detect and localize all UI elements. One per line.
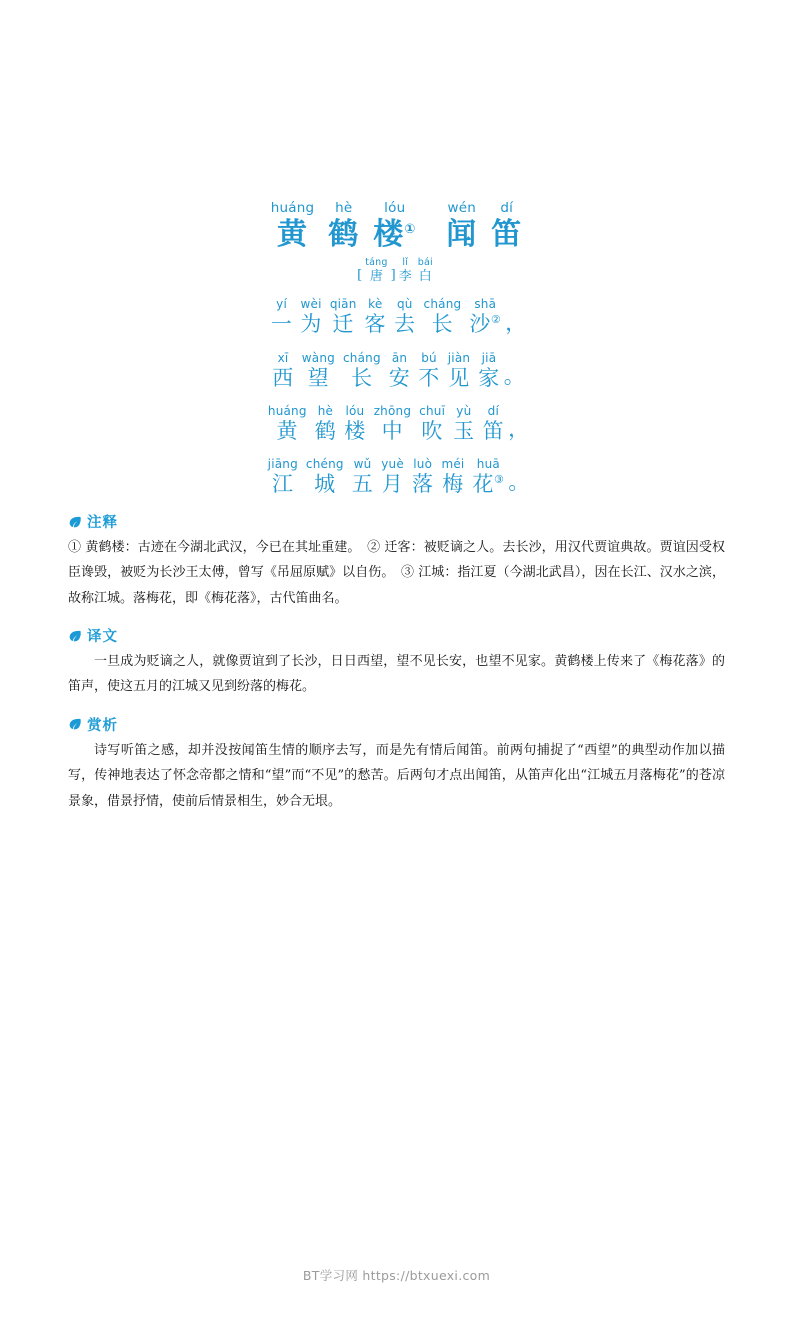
hanzi: 白	[418, 268, 432, 284]
section-yiwen	[68, 625, 725, 700]
pinyin: huā	[476, 456, 500, 471]
author-char-2	[418, 257, 433, 284]
pinyin: yuè	[381, 456, 404, 471]
hanzi: 鹤	[314, 418, 337, 443]
pinyin: ān	[391, 350, 408, 365]
pinyin: kè	[368, 297, 383, 312]
verse-char	[374, 404, 411, 444]
hanzi: 望	[307, 365, 330, 390]
hanzi: 李	[398, 268, 412, 284]
hanzi: 花③	[472, 471, 505, 496]
hanzi: 闻	[446, 216, 478, 252]
pinyin: huáng	[270, 200, 315, 216]
hanzi: 楼①	[373, 216, 417, 252]
verse-char	[419, 404, 445, 444]
hanzi: 长	[351, 365, 373, 390]
verse-char	[272, 351, 294, 391]
hanzi: 去	[394, 312, 416, 337]
verse-char	[448, 351, 470, 391]
pinyin: cháng	[423, 297, 462, 312]
hanzi: 安	[388, 365, 411, 390]
verse-char	[302, 351, 335, 391]
hanzi: 鹤	[328, 216, 360, 252]
pinyin: bái	[417, 256, 433, 268]
hanzi: 楼	[344, 418, 366, 443]
hanzi: 为	[300, 312, 322, 337]
hanzi: 吹	[421, 418, 443, 443]
bracket-right: ]	[390, 268, 396, 284]
section-header	[68, 714, 725, 735]
verse-char	[365, 297, 387, 337]
section-zhushi	[68, 511, 725, 611]
title-char-2	[328, 200, 359, 253]
verse-char	[352, 457, 374, 497]
document-page	[0, 200, 793, 1322]
pinyin: zhōng	[373, 403, 412, 418]
pinyin: chuī	[419, 403, 446, 418]
title-char-4	[446, 200, 477, 253]
verse-char	[344, 404, 366, 444]
pinyin: wén	[447, 200, 477, 216]
section-body: ① 黄鹤楼：古迹在今湖北武汉，今已在其址重建。 ② 迁客：被贬谪之人。去长沙，用汉代贾谊典故。贾谊因受权臣谗毁，被贬为长沙王太傅，曾写《吊屈原赋》以自伤。 ③ 江城：指江夏（今湖北武昌），因在长江、汉水之滨，故称江城。落梅花，即《梅花落》，古代笛曲名。	[68, 540, 725, 606]
pinyin: méi	[441, 456, 465, 471]
section-title: 译文	[87, 629, 118, 646]
verse-char	[389, 351, 411, 391]
hanzi: 长	[431, 312, 454, 337]
pinyin: wèi	[300, 297, 322, 312]
hanzi: 笛	[491, 216, 523, 252]
hanzi: 江	[272, 471, 294, 496]
poem-line-3	[68, 404, 725, 444]
hanzi: 玉	[453, 418, 475, 443]
poem-line-4	[68, 457, 725, 497]
author-char-1	[399, 257, 412, 284]
section-title: 注释	[87, 515, 118, 532]
hanzi: 不	[418, 365, 440, 390]
hanzi: 唐	[369, 268, 383, 284]
pinyin: jiàn	[447, 350, 471, 365]
pinyin: cháng	[342, 350, 381, 365]
section-body: 诗写听笛之感，却并没按闻笛生情的顺序去写，而是先有情后闻笛。前两句捕捉了“西望”的典型动作加以描写，传神地表达了怀念帝都之情和“望”而“不见”的愁苦。后两句才点出闻笛，从笛声化出“江城五月落梅花”的苍凉景象，借景抒情，使前后情景相生，妙合无垠。	[68, 742, 725, 809]
footer-watermark: BT学习网 https://btxuexi.com	[302, 1268, 491, 1283]
pinyin: huáng	[267, 403, 307, 418]
pinyin: wǔ	[353, 456, 372, 471]
pinyin: wàng	[301, 350, 335, 365]
hanzi: 家	[478, 365, 500, 390]
pinyin: yí	[276, 297, 287, 312]
footnote-marker: ②	[490, 313, 502, 327]
hanzi: 落	[411, 471, 434, 496]
pinyin: qiān	[329, 297, 357, 312]
hanzi: 中	[381, 418, 404, 443]
footnote-marker: ①	[404, 221, 417, 237]
pinyin: lǐ	[402, 256, 409, 268]
section-body: 一旦成为贬谪之人，就像贾谊到了长沙，日日西望，望不见长安，也望不见家。黄鹤楼上传来了《梅花落》的笛声，使这五月的江城又见到纷落的梅花。	[68, 654, 725, 695]
poem-line-2	[68, 351, 725, 391]
verse-char	[441, 457, 464, 497]
pinyin: lóu	[384, 200, 406, 216]
verse-char	[381, 457, 404, 497]
hanzi: 笛	[482, 418, 505, 443]
pinyin: jiā	[481, 350, 497, 365]
hanzi: 黄	[276, 418, 299, 443]
hanzi: 一	[270, 312, 293, 337]
leaf-bullet-icon	[68, 515, 82, 529]
verse-char	[315, 404, 337, 444]
punctuation: ，	[508, 416, 530, 441]
hanzi: 五	[351, 471, 374, 496]
section-shangxi	[68, 714, 725, 814]
hanzi: 沙②	[469, 312, 502, 337]
punctuation: ，	[505, 310, 527, 335]
leaf-bullet-icon	[68, 717, 82, 731]
verse-char	[483, 404, 505, 444]
verse-char	[418, 351, 440, 391]
verse-char	[300, 297, 322, 337]
pinyin: yù	[456, 403, 472, 418]
hanzi: 见	[448, 365, 470, 390]
verse-char	[271, 297, 293, 337]
hanzi: 黄	[276, 216, 308, 252]
verse-char	[306, 457, 344, 497]
verse-char	[343, 351, 381, 391]
hanzi: 客	[364, 312, 387, 337]
verse-char	[394, 297, 416, 337]
title-char-1	[271, 200, 315, 253]
verse-char	[424, 297, 462, 337]
verse-char	[330, 297, 357, 337]
pinyin: hè	[335, 200, 353, 216]
poem-title	[68, 200, 725, 253]
poem-block	[68, 200, 725, 497]
pinyin: qù	[396, 297, 413, 312]
poem-author	[68, 257, 725, 284]
verse-char	[472, 457, 504, 497]
pinyin: jiāng	[267, 456, 298, 471]
hanzi: 西	[272, 365, 294, 390]
verse-char	[268, 404, 307, 444]
footnote-marker: ③	[493, 472, 505, 486]
verse-char	[268, 457, 298, 497]
hanzi: 迁	[332, 312, 354, 337]
punctuation: 。	[508, 470, 530, 495]
leaf-bullet-icon	[68, 629, 82, 643]
section-header	[68, 511, 725, 532]
title-char-5	[491, 200, 522, 253]
verse-char	[412, 457, 434, 497]
hanzi: 城	[314, 471, 336, 496]
pinyin: chéng	[305, 456, 344, 471]
pinyin: bú	[421, 350, 437, 365]
pinyin: lóu	[345, 403, 365, 418]
verse-char	[453, 404, 475, 444]
pinyin: táng	[365, 256, 388, 268]
poem-line-1	[68, 297, 725, 337]
author-dynasty	[365, 257, 387, 284]
section-header	[68, 625, 725, 646]
pinyin: dí	[500, 200, 514, 216]
pinyin: shā	[474, 297, 497, 312]
pinyin: dí	[487, 403, 500, 418]
verse-char	[478, 351, 500, 391]
pinyin: hè	[317, 403, 334, 418]
section-title: 赏析	[87, 717, 118, 734]
title-char-3	[373, 200, 416, 253]
bracket-left: [	[357, 268, 363, 284]
pinyin: xī	[277, 350, 289, 365]
verse-char	[469, 297, 501, 337]
pinyin: luò	[413, 456, 433, 471]
hanzi: 梅	[442, 471, 464, 496]
hanzi: 月	[381, 471, 404, 496]
punctuation: 。	[503, 363, 525, 388]
